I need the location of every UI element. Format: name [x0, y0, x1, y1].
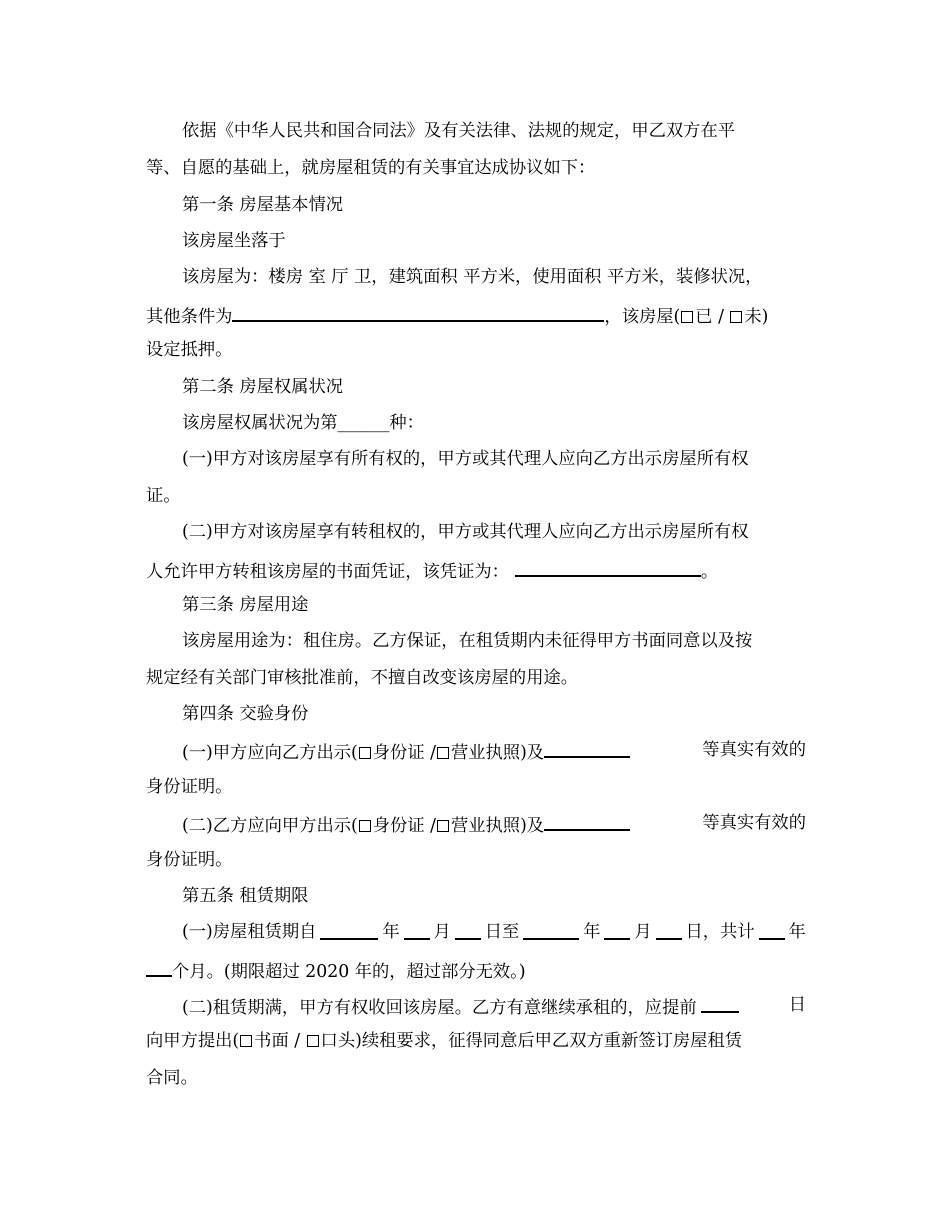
article-2-clause-2-line-1: (二)甲方对该房屋享有转租权的，甲方或其代理人应向乙方出示房屋所有权 — [182, 522, 749, 542]
article-1-mortgage: 设定抵押。 — [146, 340, 233, 360]
start-year-blank[interactable] — [320, 914, 378, 940]
article-2-title: 第二条 房屋权属状况 — [182, 377, 344, 397]
mortgaged-checkbox[interactable] — [681, 311, 693, 323]
article-5-clause-2-line-1: (二)租赁期满，甲方有权收回该房屋。乙方有意继续承租的，应提前 日 — [182, 987, 806, 1023]
total-months-blank[interactable] — [146, 951, 172, 977]
party-b-id-blank[interactable] — [544, 805, 630, 831]
article-2-clause-2-line-2: 人允许甲方转租该房屋的书面凭证，该凭证为： 。 — [146, 551, 806, 587]
article-4-title: 第四条 交验身份 — [182, 704, 309, 724]
article-3-line-1: 该房屋用途为：租住房。乙方保证，在租赁期内未征得甲方书面同意以及按 — [182, 631, 753, 651]
id-card-checkbox[interactable] — [359, 820, 371, 832]
total-years-blank[interactable] — [759, 914, 785, 940]
article-2-clause-1-line-2: 证。 — [146, 486, 181, 506]
article-5-clause-1-line-2: 个月。(期限超过 2020 年的，超过部分无效。) — [146, 951, 806, 987]
business-license-checkbox[interactable] — [437, 747, 449, 759]
start-month-blank[interactable] — [404, 914, 430, 940]
end-day-blank[interactable] — [656, 914, 682, 940]
article-3-line-2: 规定经有关部门审核批准前，不擅自改变该房屋的用途。 — [146, 668, 579, 688]
article-2-clause-1-line-1: (一)甲方对该房屋享有所有权的，甲方或其代理人应向乙方出示房屋所有权 — [182, 449, 749, 469]
written-checkbox[interactable] — [240, 1035, 252, 1047]
preamble-line-1: 依据《中华人民共和国合同法》及有关法律、法规的规定，甲乙双方在平 — [182, 121, 736, 141]
start-day-blank[interactable] — [455, 914, 481, 940]
end-month-blank[interactable] — [604, 914, 630, 940]
advance-days-blank[interactable] — [701, 987, 739, 1013]
article-5-title: 第五条 租赁期限 — [182, 886, 309, 906]
article-5-clause-2-line-2: 向甲方提出( 书面 / 口头)续租要求，征得同意后甲乙双方重新签订房屋租赁 — [146, 1031, 743, 1051]
article-4-clause-2-line-2: 身份证明。 — [146, 850, 233, 870]
article-1-location: 该房屋坐落于 — [182, 231, 286, 251]
id-card-checkbox[interactable] — [359, 747, 371, 759]
article-4-clause-1-line-2: 身份证明。 — [146, 777, 233, 797]
article-1-description: 该房屋为：楼房 室 厅 卫，建筑面积 平方米，使用面积 平方米，装修状况， — [182, 267, 763, 287]
oral-checkbox[interactable] — [307, 1035, 319, 1047]
article-5-clause-2-line-3: 合同。 — [146, 1068, 198, 1088]
end-year-blank[interactable] — [523, 914, 579, 940]
article-1-title: 第一条 房屋基本情况 — [182, 195, 344, 215]
party-a-id-blank[interactable] — [544, 732, 630, 758]
article-2-type: 该房屋权属状况为第______种： — [182, 413, 424, 433]
article-4-clause-1-line-1: (一)甲方应向乙方出示( 身份证 /营业执照)及 等真实有效的 — [182, 732, 806, 768]
article-5-clause-1-line-1: (一)房屋租赁期自 年 月 日至 年 月 日，共计 年 — [182, 914, 806, 950]
preamble-line-2: 等、自愿的基础上，就房屋租赁的有关事宜达成协议如下： — [146, 158, 596, 178]
other-conditions-blank[interactable] — [232, 296, 604, 322]
article-1-other-conditions: 其他条件为 ，该房屋( 已 / 未) — [146, 296, 806, 332]
not-mortgaged-checkbox[interactable] — [730, 311, 742, 323]
article-4-clause-2-line-1: (二)乙方应向甲方出示( 身份证 /营业执照)及 等真实有效的 — [182, 805, 806, 841]
certificate-blank[interactable] — [515, 551, 701, 577]
article-3-title: 第三条 房屋用途 — [182, 595, 309, 615]
business-license-checkbox[interactable] — [437, 820, 449, 832]
